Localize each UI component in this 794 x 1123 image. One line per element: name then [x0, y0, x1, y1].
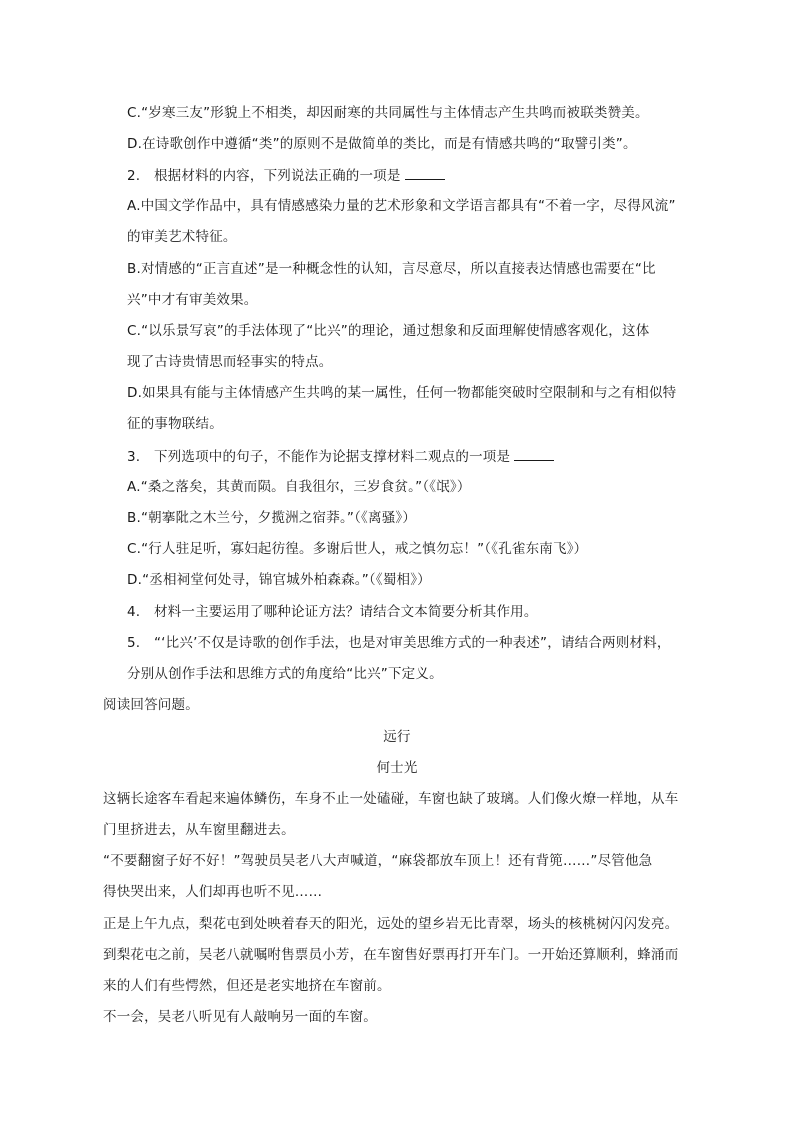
q3-stem-text: 3. 下列选项中的句子，不能作为论据支撑材料二观点的一项是: [127, 449, 511, 465]
q2-option-b-line1: B.对情感的“正言直述”是一种概念性的认知，言尽意尽，所以直接表达情感也需要在“比: [127, 261, 656, 277]
q2-option-d-line1: D.如果具有能与主体情感产生共鸣的某一属性，任何一物都能突破时空限制和与之有相似特: [127, 385, 677, 401]
story-paragraph-1-line1: 这辆长途客车看起来遍体鳞伤，车身不止一处磕碰，车窗也缺了玻璃。人们像火燎一样地，从车: [103, 791, 679, 807]
q2-option-a-line2: 的审美艺术特征。: [127, 229, 237, 245]
q3-option-b: B.“朝搴阰之木兰兮，夕揽洲之宿莽。”（《离骚》）: [127, 510, 417, 526]
q5-stem-line1: 5. “‘比兴’不仅是诗歌的创作手法，也是对审美思维方式的一种表述”，请结合两则材料，: [127, 635, 671, 651]
story-title: 远行: [383, 729, 411, 745]
story-paragraph-4-line2: 来的人们有些愕然，但还是老实地挤在车窗前。: [103, 978, 391, 994]
story-paragraph-3: 正是上午九点，梨花屯到处映着春天的阳光，远处的望乡岩无比青翠，场头的核桃树闪闪发亮。: [103, 916, 679, 932]
q2-option-c-line1: C.“以乐景写哀”的手法体现了“比兴”的理论，通过想象和反面理解使情感客观化，这体: [127, 323, 650, 339]
q2-option-a-line1: A.中国文学作品中，具有情感感染力量的艺术形象和文学语言都具有“不着一字，尽得风流”: [127, 198, 676, 214]
section-instruction: 阅读回答问题。: [103, 697, 199, 713]
q2-stem: [127, 165, 445, 186]
q1-option-c: C.“岁寒三友”形貌上不相类，却因耐寒的共同属性与主体情志产生共鸣而被联类赞美。: [127, 105, 649, 121]
answer-blank: [514, 446, 554, 461]
q2-stem-text: 2. 根据材料的内容，下列说法正确的一项是: [127, 168, 401, 184]
q2-option-d-line2: 征的事物联结。: [127, 416, 223, 432]
q2-option-c-line2: 现了古诗贵情思而轻事实的特点。: [127, 354, 333, 370]
q3-stem: [127, 446, 554, 467]
story-paragraph-5: 不一会，吴老八听见有人敲响另一面的车窗。: [103, 1009, 377, 1025]
q1-option-d: D.在诗歌创作中遵循“类”的原则不是做简单的类比，而是有情感共鸣的“取譬引类”。: [127, 136, 637, 152]
story-paragraph-2-line1: “不要翻窗子好不好！”驾驶员吴老八大声喊道，“麻袋都放车顶上！还有背篼……”尽管他急: [103, 853, 653, 869]
q3-option-a: A.“桑之落矣，其黄而陨。自我徂尔，三岁食贫。”（《氓》）: [127, 479, 471, 495]
q2-option-b-line2: 兴”中才有审美效果。: [127, 292, 258, 308]
q4-stem: 4. 材料一主要运用了哪种论证方法？请结合文本简要分析其作用。: [127, 604, 538, 620]
story-paragraph-4-line1: 到梨花屯之前，吴老八就嘱咐售票员小芳，在车窗售好票再打开车门。一开始还算顺利，蜂涌而: [103, 947, 679, 963]
q5-stem-line2: 分别从创作手法和思维方式的角度给“比兴”下定义。: [127, 666, 443, 682]
answer-blank: [405, 165, 445, 180]
story-paragraph-1-line2: 门里挤进去，从车窗里翻进去。: [103, 822, 295, 838]
story-author: 何士光: [376, 760, 418, 776]
q3-option-c: C.“行人驻足听，寡妇起彷徨。多谢后世人，戒之慎勿忘！”（《孔雀东南飞》）: [127, 541, 588, 557]
story-paragraph-2-line2: 得快哭出来，人们却再也听不见……: [103, 884, 323, 900]
q3-option-d: D.“丞相祠堂何处寻，锦官城外柏森森。”（《蜀相》）: [127, 572, 431, 588]
